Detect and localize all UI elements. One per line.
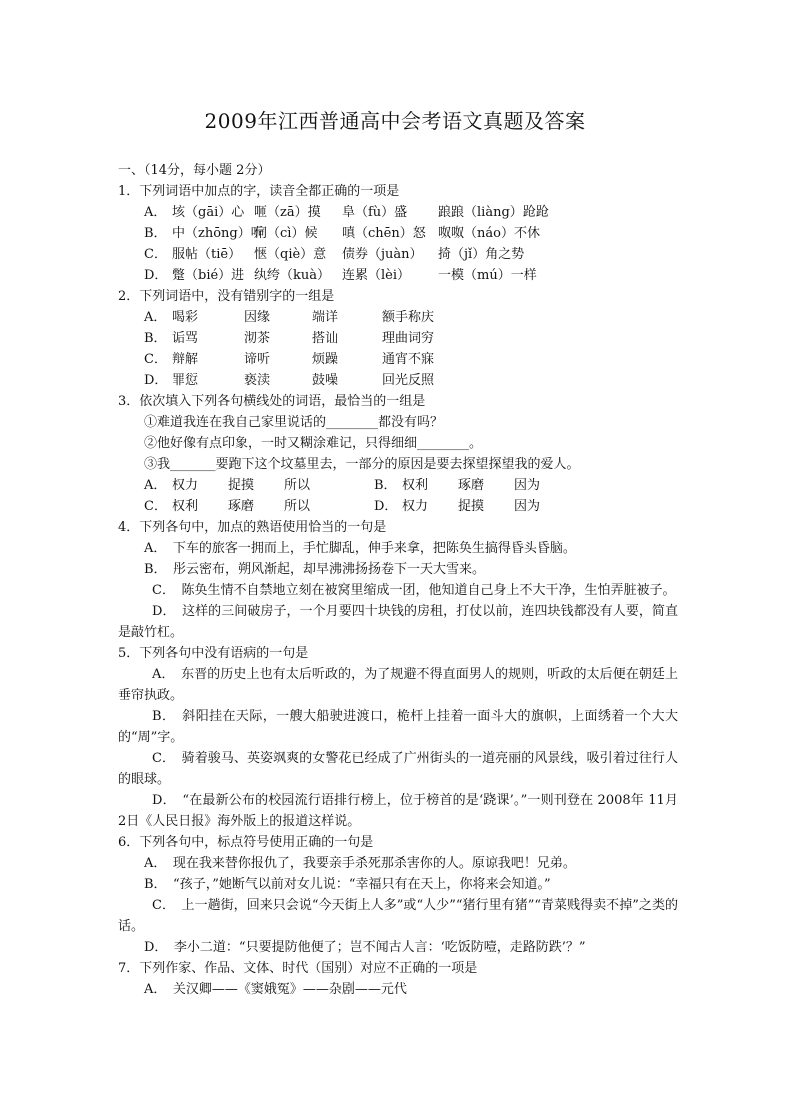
question-6-option-d: D． 李小二道：“只要提防他便了；岂不闻古人言：‘吃饭防噎，走路防跌’？” [144,940,586,955]
option-letter: B． [144,331,167,346]
option-item: 咂（zā）摸 [254,205,321,220]
option-row [118,370,678,391]
question-4-stem: 4．下列各句中，加点的熟语使用恰当的一句是 [118,520,387,535]
option-item: 惬（qiè）意 [254,247,327,262]
question-6-option-b: B． “孩子，”她断气以前对女儿说：“幸福只有在天上，你将来会知道。” [144,877,551,892]
question-1-options [118,202,678,286]
question-5-option-b: B． 斜阳挂在天际，一艘大船驶进渡口，桅杆上挂着一面斗大的旗帜，上面绣着一个大大的“周”字。 [118,709,678,745]
question-3-sentence: ①难道我连在我自己家里说话的________都没有吗？ [144,415,444,430]
question-4-option-a: A． 下车的旅客一拥而上，手忙脚乱，伸手来拿，把陈奂生搞得昏头昏脑。 [144,541,576,556]
option-item: 通宵不寐 [382,352,435,367]
question-2-options [118,307,678,391]
option-item: 嗔（chēn）怒 [342,226,426,241]
option-item: 因缘 [244,310,271,325]
question-5-stem: 5．下列各句中没有语病的一句是 [118,646,309,661]
question-6-option-c: C． 上一趟街，回来只会说“今天街上人多”或“人少”“猪行里有猪”“青菜贱得卖不掉”之类的话。 [118,898,678,934]
option-item: 因为 [514,499,541,514]
option-item: 谛听 [244,352,271,367]
question-4-option-d: D． 这样的三间破房子，一个月要四十块钱的房租，打仗以前，连四块钱都没有人要，简直是敲竹杠。 [118,604,678,640]
question-5-option-c: C． 骑着骏马、英姿飒爽的女警花已经成了广州街头的一道亮丽的风景线，吸引着过往行人的眼球。 [118,751,678,787]
page-title: 2009年江西普通高中会考语文真题及答案 [204,109,586,133]
option-item: 权力 [402,499,429,514]
option-item: 捉摸 [228,478,255,493]
option-item: 中（zhōng）听 [172,226,264,241]
option-item: 端详 [312,310,339,325]
option-item: 权利 [402,478,429,493]
option-item: 诟骂 [172,331,199,346]
question-3-options [118,475,678,517]
option-item: 琢磨 [458,478,485,493]
option-row [118,223,678,244]
option-item: 罪愆 [172,373,199,388]
option-item: 喝彩 [172,310,199,325]
question-6-option-a: A． 现在我来替你报仇了，我要亲手杀死那杀害你的人。原谅我吧！兄弟。 [144,856,576,871]
option-item: 额手称庆 [382,310,435,325]
option-item: 沏茶 [244,331,271,346]
option-item: 因为 [514,478,541,493]
option-letter: A． [144,310,167,325]
option-item: 辩解 [172,352,199,367]
option-letter: C． [144,499,167,514]
option-item: 搭讪 [312,331,339,346]
option-letter: B． [374,478,397,493]
question-4-option-c: C． 陈奂生情不自禁地立刻在被窝里缩成一团，他知道自己身上不大干净，生怕弄脏被子。 [152,583,676,598]
question-3-sentence: ③我_______要跑下这个坟墓里去，一部分的原因是要去探望探望我的爱人。 [144,457,580,472]
question-7-option-a: A． 关汉卿——《窦娥冤》——杂剧——元代 [144,982,407,997]
question-3-sentence: ②他好像有点印象，一时又糊涂难记，只得细细________。 [144,436,483,451]
option-row [118,265,678,286]
option-item: 阜（fù）盛 [342,205,408,220]
option-item: 烦躁 [312,352,339,367]
option-letter: D． [374,499,398,514]
option-row [118,307,678,328]
option-item: 服帖（tiē） [172,247,242,262]
option-letter: C． [144,352,167,367]
question-2-stem: 2．下列词语中，没有错别字的一组是 [118,289,335,304]
question-7-stem: 7．下列作家、作品、文体、时代（国别）对应不正确的一项是 [118,961,478,976]
option-row [118,475,678,496]
option-row [118,244,678,265]
option-letter: D． [144,268,168,283]
option-item: 权力 [172,478,199,493]
option-row [118,202,678,223]
option-item: 所以 [284,499,311,514]
option-row [118,496,678,517]
option-item: 捉摸 [458,499,485,514]
option-letter: A． [144,205,167,220]
option-letter: A． [144,478,167,493]
option-item: 蹩（bié）进 [172,268,245,283]
option-item: 债券（juàn） [342,247,423,262]
option-item: 一模（mú）一样 [438,268,537,283]
option-item: 回光反照 [382,373,435,388]
question-4-option-b: B． 彤云密布，朔风渐起，却早沸沸扬扬卷下一天大雪来。 [144,562,486,577]
question-1-stem: 1．下列词语中加点的字，读音全都正确的一项是 [118,184,400,199]
option-item: 呶呶（náo）不休 [438,226,540,241]
option-item: 垓（gāi）心 [172,205,245,220]
option-item: 连累（lèi） [342,268,411,283]
option-item: 掎（jǐ）角之势 [438,247,525,262]
option-item: 权利 [172,499,199,514]
option-item: 所以 [284,478,311,493]
option-letter: D． [144,373,168,388]
question-6-stem: 6．下列各句中，标点符号使用正确的一句是 [118,835,374,850]
document-body [118,160,678,1000]
option-letter: C． [144,247,167,262]
question-5-option-d: D． “在最新公布的校园流行语排行榜上，位于榜首的是‘跷课’。”一则刊登在 2008年 11月 2日《人民日报》海外版上的报道这样说。 [118,793,678,829]
question-5-option-a: A． 东晋的历史上也有太后听政的，为了规避不得直面男人的规则，听政的太后便在朝廷上垂帘执政。 [118,667,678,703]
option-item: 伺（cì）候 [254,226,318,241]
option-item: 鼓噪 [312,373,339,388]
option-item: 琢磨 [228,499,255,514]
option-item: 纨绔（kuà） [254,268,331,283]
option-letter: B． [144,226,167,241]
option-row [118,349,678,370]
option-item: 理曲词穷 [382,331,435,346]
question-3-stem: 3．依次填入下列各句横线处的词语，最恰当的一组是 [118,394,426,409]
option-item: 亵渎 [244,373,271,388]
section-heading: 一、（14分，每小题 2分） [118,163,271,178]
option-item: 踉踉（liàng）跄跄 [438,205,549,220]
option-row [118,328,678,349]
